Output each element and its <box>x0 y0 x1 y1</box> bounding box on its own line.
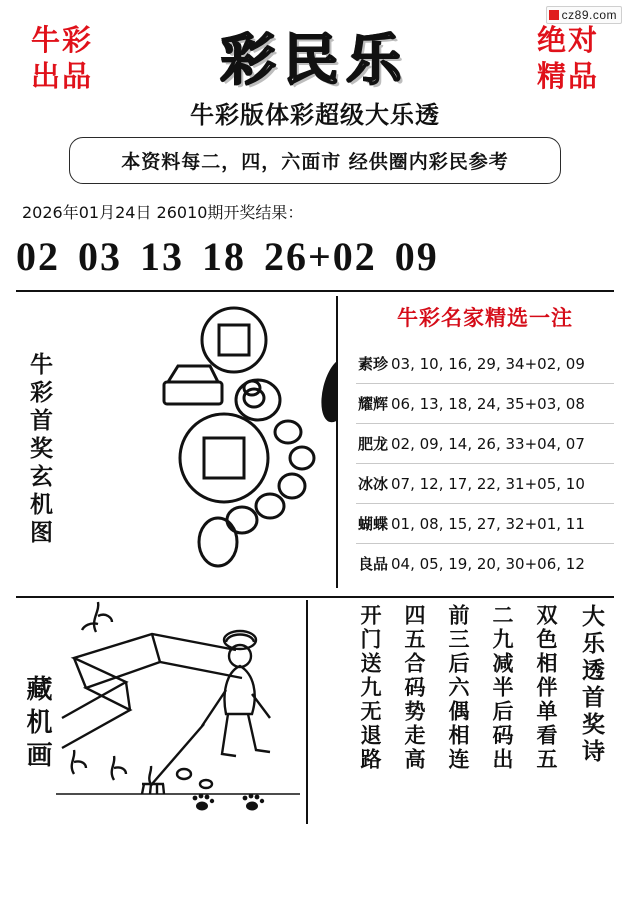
pick-row <box>356 544 614 583</box>
pick-numbers: 07, 12, 17, 22, 31+05, 10 <box>391 475 585 493</box>
pick-row <box>356 464 614 504</box>
pick-name: 冰冰 <box>358 475 389 493</box>
poem-panel <box>314 598 614 826</box>
corner-left-line1: 牛彩 <box>30 23 93 57</box>
winning-number: 13 <box>140 234 184 279</box>
riddle-illustration-svg <box>56 598 300 822</box>
pick-row <box>356 504 614 544</box>
middle-section <box>16 292 614 592</box>
pick-row <box>356 384 614 424</box>
mystery-illustration-svg <box>56 292 336 588</box>
poem-line: 前三后六偶相连 <box>446 604 471 772</box>
pick-numbers: 01, 08, 15, 27, 32+01, 11 <box>391 515 585 533</box>
winning-number: 26+02 <box>264 234 377 279</box>
pick-name: 素珍 <box>358 355 389 373</box>
winning-number: 18 <box>202 234 246 279</box>
pick-row <box>356 424 614 464</box>
pick-name: 良品 <box>358 555 389 573</box>
masthead <box>0 16 630 95</box>
expert-picks-title: 牛彩名家精选一注 <box>397 305 573 330</box>
notice-box: 本资料每二，四，六面市 经供圈内彩民参考 <box>69 137 561 184</box>
draw-info: 2026年01月24日 26010期开奖结果： <box>22 203 304 222</box>
watermark-text: cz89.com <box>561 8 617 22</box>
pick-name: 蝴蝶 <box>358 515 389 533</box>
pick-name: 肥龙 <box>358 435 389 453</box>
poster-header <box>0 0 630 129</box>
corner-left-line2: 出品 <box>30 59 93 93</box>
pick-row <box>356 344 614 384</box>
pick-numbers: 02, 09, 14, 26, 33+04, 07 <box>391 435 585 453</box>
mystery-illustration <box>56 292 336 592</box>
expert-picks-panel <box>346 292 614 592</box>
winning-numbers <box>16 233 630 280</box>
pick-name: 耀辉 <box>358 395 389 413</box>
winning-number: 03 <box>78 234 122 279</box>
winning-number: 09 <box>394 234 439 279</box>
divider-middle-vertical <box>336 296 338 588</box>
middle-side-label: 牛彩首奖玄机图 <box>26 352 53 548</box>
poem-line: 四五合码势走高 <box>402 604 427 772</box>
page-subtitle: 牛彩版体彩超级大乐透 <box>190 100 440 129</box>
corner-right-line2: 精品 <box>536 59 599 93</box>
pick-numbers: 03, 10, 16, 29, 34+02, 09 <box>391 355 585 373</box>
poem-line: 二九减半后码出 <box>490 604 515 772</box>
bottom-side-label: 藏机画 <box>22 674 52 774</box>
poem-title: 大乐透首奖诗 <box>578 604 605 766</box>
pick-numbers: 04, 05, 19, 20, 30+06, 12 <box>391 555 585 573</box>
page-title: 彩民乐 <box>220 27 410 92</box>
divider-bottom-vertical <box>306 600 308 824</box>
riddle-illustration <box>56 598 300 826</box>
bottom-section <box>16 598 614 826</box>
notice-wrap <box>69 137 561 184</box>
poem-line: 双色相伴单看五 <box>534 604 559 772</box>
pick-numbers: 06, 13, 18, 24, 35+03, 08 <box>391 395 585 413</box>
corner-right-line1: 绝对 <box>536 23 599 57</box>
winning-number: 02 <box>16 234 60 279</box>
poem-line: 开门送九无退路 <box>358 604 383 772</box>
